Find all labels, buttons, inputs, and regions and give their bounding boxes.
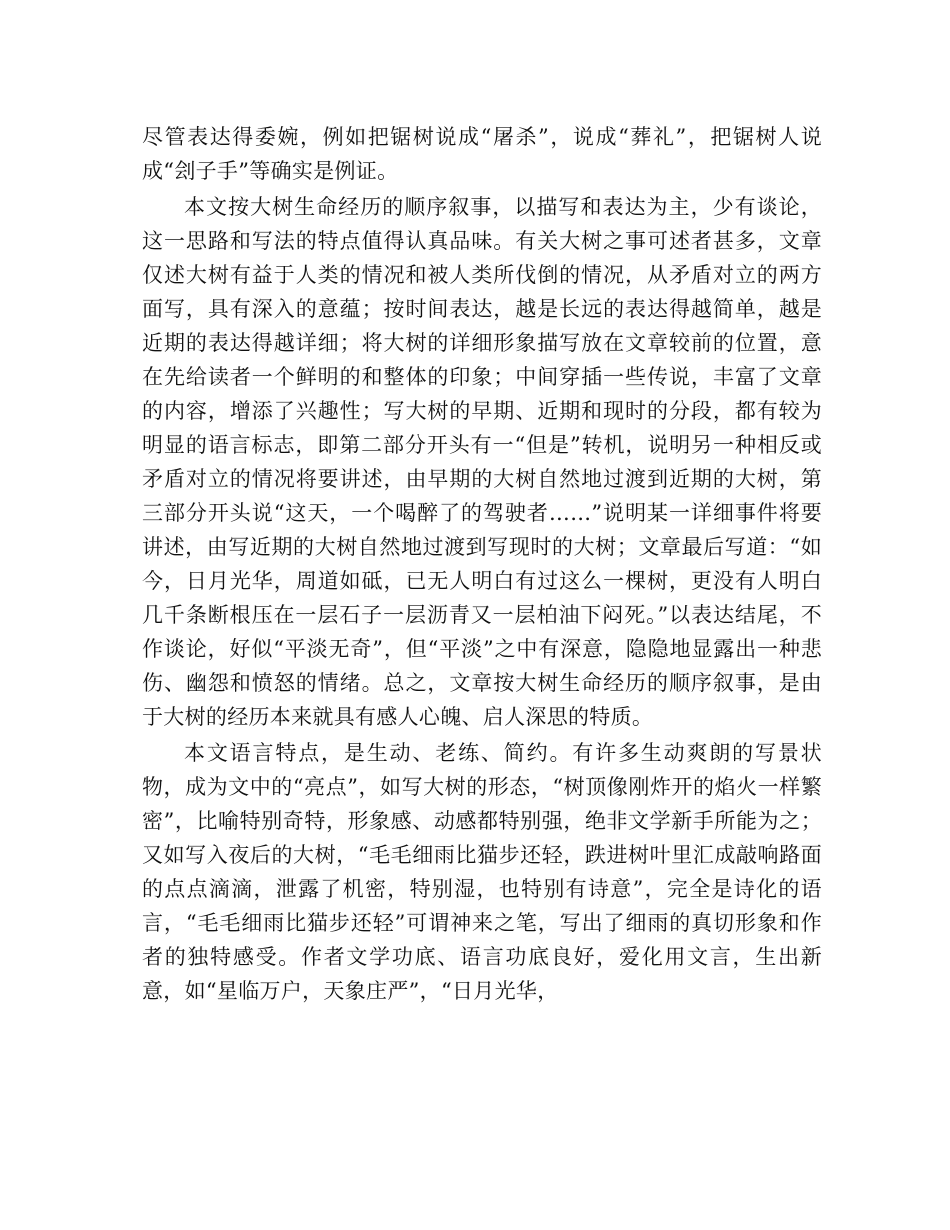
document-page [142,110,822,1008]
paragraph-continuation: 尽管表达得委婉，例如把锯树说成“屠杀”，说成“葬礼”，把锯树人说成“刽子手”等确实是例证。 [142,125,822,183]
paragraph-narrative-structure: 本文按大树生命经历的顺序叙事，以描写和表达为主，少有谈论，这一思路和写法的特点值得认真品味。有关大树之事可述者甚多，文章仅述大树有益于人类的情况和被人类所伐倒的情况，从矛盾对立的两方面写，具有深入的意蕴；按时间表达，越是长远的表达得越简单，越是近期的表达得越详细；将大树的详细形象描写放在文章较前的位置，意在先给读者一个鲜明的和整体的印象；中间穿插一些传说，丰富了文章的内容，增添了兴趣性；写大树的早期、近期和现时的分段，都有较为明显的语言标志，即第二部分开头有一“但是”转机，说明另一种相反或矛盾对立的情况将要讲述，由早期的大树自然地过渡到近期的大树，第三部分开头说“这天，一个喝醉了的驾驶者……”说明某一详细事件将要讲述，由写近期的大树自然地过渡到写现时的大树；文章最后写道：“如今，日月光华，周道如砥，已无人明白有过这么一棵树，更没有人明白几千条断根压在一层石子一层沥青又一层柏油下闷死。”以表达结尾，不作谈论，好似“平淡无奇”，但“平淡”之中有深意，隐隐地显露出一种悲伤、幽怨和愤怒的情绪。总之，文章按大树生命经历的顺序叙事，是由于大树的经历本来就具有感人心魄、启人深思的特质。 [142,195,822,729]
paragraph-language-features: 本文语言特点，是生动、老练、简约。有许多生动爽朗的写景状物，成为文中的“亮点”，如写大树的形态，“树顶像刚炸开的焰火一样繁密”，比喻特别奇特，形象感、动感都特别强，绝非文学新手所能为之；又如写入夜后的大树，“毛毛细雨比猫步还轻，跌进树叶里汇成敲响路面的点点滴滴，泄露了机密，特别湿，也特别有诗意”，完全是诗化的语言，“毛毛细雨比猫步还轻”可谓神来之笔，写出了细雨的真切形象和作者的独特感受。作者文学功底、语言功底良好，爱化用文言，生出新意，如“星临万户，天象庄严”，“日月光华， [142,741,822,1003]
